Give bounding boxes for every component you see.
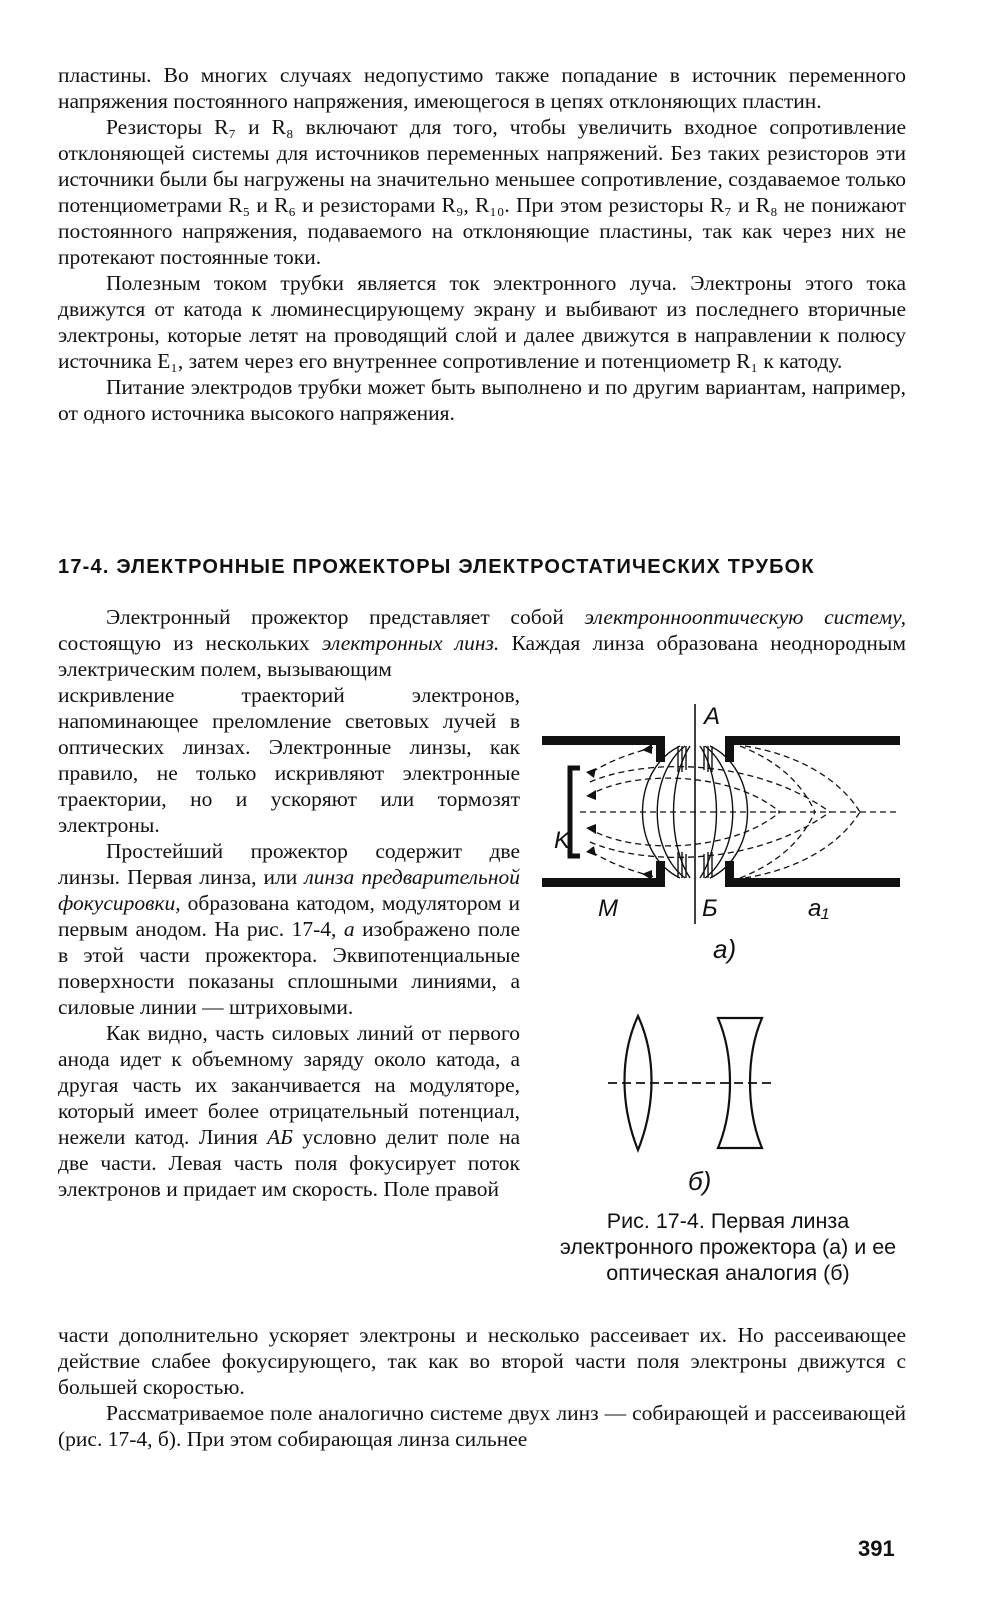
subfigure-label-a: a) [713,934,737,964]
page-number: 391 [858,1536,895,1561]
paragraph-lens-curvature: искривление траекторий электронов, напоминающее преломление световых лучей в оптических линзах. Электронные линзы, как правило, не только искривляют электронные траектории, но и ускоряют или тормозят электроны. [58,683,520,837]
label-B: Б [702,895,718,922]
force-lines [580,746,900,878]
paragraph-field-lines: Как видно, часть силовых линий от первого анода идет к объемному заряду около катода, а другая часть их заканчивается на модуляторе, который имеет более отрицательный потенциал, нежели катод. Линия АБ условно делит поле на две части. Левая часть поля фокусирует поток электронов и придает им скорость. Поле правой [58,1021,520,1201]
anode-bottom-plate [725,878,900,887]
paragraph-power-supply: Питание электродов трубки может быть выполнено и по другим вариантам, например, от одного источника высокого напряжения. [58,375,906,425]
modulator-top-plate [542,736,664,745]
modulator-bottom-lip [656,861,665,887]
cathode-bracket [570,768,580,856]
paragraph-intro: Электронный прожектор представляет собой электроннооптическую систему, состоящую из нескольких электронных линз. Каждая линза образована неоднородным электрическим полем, вызывающим [58,605,907,681]
paragraph-simple-projector: Простейший прожектор содержит две линзы. Первая линза, или линза предварительной фокусировки, образована катодом, модулятором и первым анодом. На рис. 17-4, а изображено поле в этой части прожектора. Эквипотенциальные поверхности показаны сплошными линиями, а силовые линии — штриховыми. [58,839,521,1019]
paragraph-resistors: Резисторы R₇ и R₈ включают для того, чтобы увеличить входное сопротивление отклоняющей системы для источников переменных напряжений. Без таких резисторов эти источники были бы нагружены на значительно меньшее сопротивление, создаваемое только потенциометрами R₅ и R₆ и резисторами R₉, R₁₀. При этом резисторы R₇ и R₈ не понижают постоянного напряжения, подаваемого на отклоняющие пластины, так как через них не протекают постоянные токи. [58,115,906,269]
paragraph-defocusing: части дополнительно ускоряет электроны и несколько рассеивает их. Но рассеивающее действие слабее фокусирующего, так как во второй части поля электроны движутся с большей скоростью. [58,1323,906,1399]
section-heading: 17-4. ЭЛЕКТРОННЫЕ ПРОЖЕКТОРЫ ЭЛЕКТРОСТАТИЧЕСКИХ ТРУБОК [58,556,815,578]
bottom-text [58,1322,906,1452]
anode-top-plate [725,736,900,745]
figure-caption: Рис. 17-4. Первая линза электронного прожектора (а) и ее оптическая аналогия (б) [559,1209,897,1285]
subfigure-label-b: б) [688,1166,712,1196]
intro-text [58,604,906,682]
top-text [58,62,906,426]
label-K: K [554,827,571,854]
anode-bottom-lip [725,861,734,887]
label-A: A [704,703,721,730]
column-text [58,682,520,1202]
paragraph-continued: пластины. Во многих случаях недопустимо также попадание в источник переменного напряжения постоянного напряжения, имеющегося в цепях отклоняющих пластин. [58,63,906,113]
figure-17-4a [530,700,910,970]
paragraph-beam-current: Полезным током трубки является ток электронного луча. Электроны этого тока движутся от катода к люминесцирующему экрану и выбивают из последнего вторичные электроны, которые летят на проводящий слой и далее движутся в направлении к полюсу источника E₁, затем через его внутреннее сопротивление и потенциометр R₁ к катоду. [58,271,906,373]
paragraph-two-lens-analogy: Рассматриваемое поле аналогично системе двух линз — собирающей и рассеивающей (рис. 17-4, б). При этом собирающая линза сильнее [58,1401,906,1451]
modulator-bottom-plate [542,878,664,887]
label-a1: a₁ [808,895,829,922]
label-M: M [598,895,618,922]
figure-17-4b [600,1010,780,1200]
